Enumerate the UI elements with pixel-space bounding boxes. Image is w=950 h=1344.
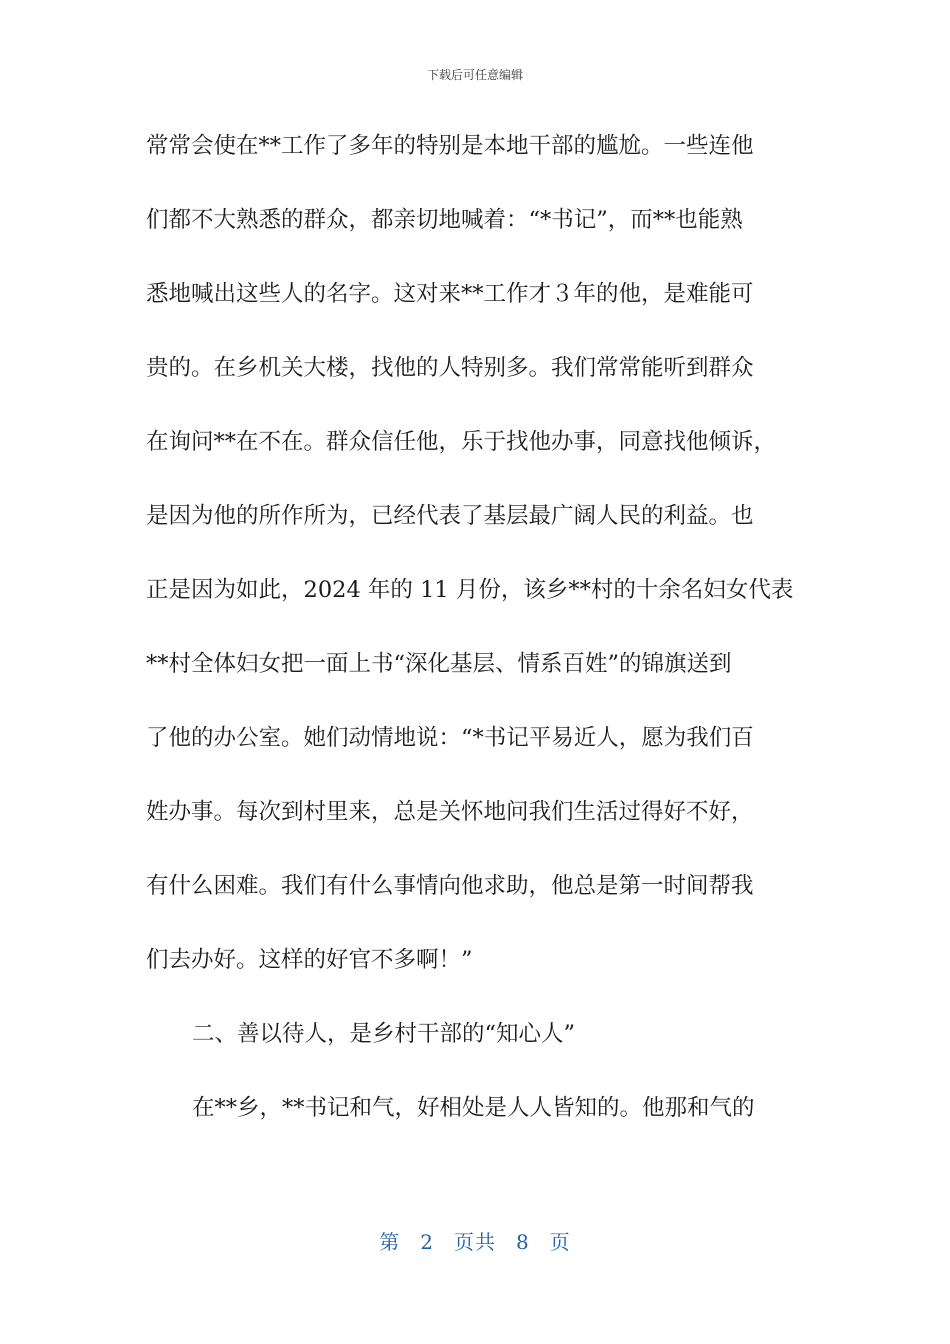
page-footer: [0, 1226, 950, 1255]
footer-suffix: 页: [549, 1230, 571, 1254]
footer-prefix: 第: [379, 1230, 401, 1254]
body-line: 们都不大熟悉的群众，都亲切地喊着：“*书记”，而**也能熟: [146, 207, 743, 233]
footer-middle: 页共: [454, 1230, 496, 1254]
body-line: 贵的。在乡机关大楼，找他的人特别多。我们常常能听到群众: [146, 355, 754, 381]
body-line: 了他的办公室。她们动情地说：“*书记平易近人，愿为我们百: [146, 725, 754, 751]
body-line: 悉地喊出这些人的名字。这对来**工作才３年的他，是难能可: [146, 281, 754, 307]
body-line: 有什么困难。我们有什么事情向他求助，他总是第一时间帮我: [146, 873, 754, 899]
total-page-number: 8: [516, 1230, 530, 1254]
body-line: 常常会使在**工作了多年的特别是本地干部的尴尬。一些连他: [146, 133, 754, 159]
body-line: 正是因为如此，2024 年的 11 月份，该乡**村的十余名妇女代表: [146, 577, 794, 603]
body-line: 们去办好。这样的好官不多啊！”: [146, 947, 473, 973]
body-line: 是因为他的所作所为，已经代表了基层最广阔人民的利益。也: [146, 503, 754, 529]
page-header: 下载后可任意编辑: [426, 68, 523, 82]
section-heading: 二、善以待人，是乡村干部的“知心人”: [192, 1021, 576, 1047]
body-line: 在**乡，**书记和气，好相处是人人皆知的。他那和气的: [192, 1095, 755, 1121]
body-line: 姓办事。每次到村里来，总是关怀地问我们生活过得好不好，: [146, 799, 754, 825]
current-page-number: 2: [420, 1230, 434, 1254]
body-line: **村全体妇女把一面上书“深化基层、情系百姓”的锦旗送到: [146, 651, 732, 677]
body-line: 在询问**在不在。群众信任他，乐于找他办事，同意找他倾诉，: [146, 429, 777, 455]
